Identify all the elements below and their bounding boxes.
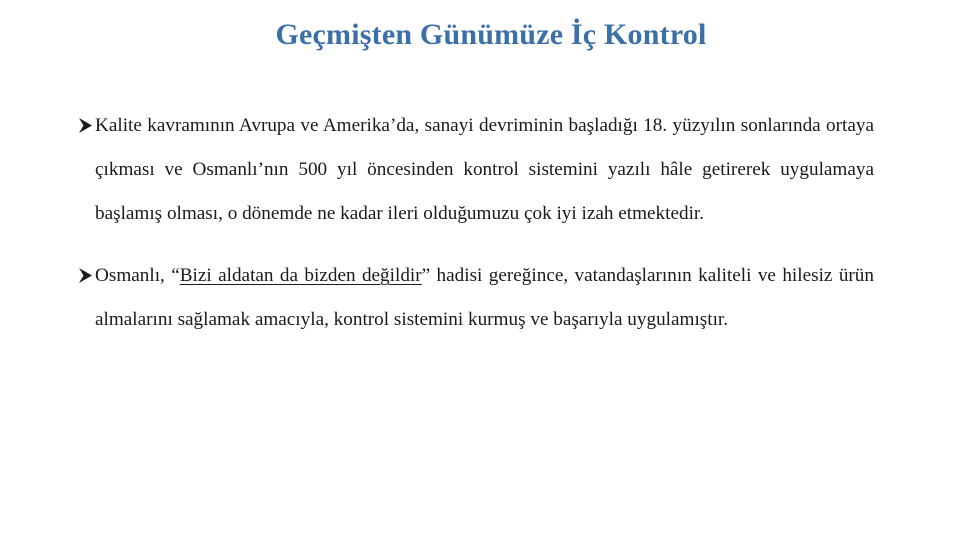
slide-title: Geçmişten Günümüze İç Kontrol bbox=[275, 18, 707, 51]
hadith-quote: Bizi aldatan da bizden değildir bbox=[179, 265, 422, 286]
arrow-bullet-icon bbox=[78, 117, 93, 134]
arrow-bullet-icon bbox=[78, 267, 93, 284]
bullet-text-after: ” hadisi gereğince, vatandaşlarının kaliteli ve hilesiz ürün almalarını sağlamak amacıyla, kontrol sistemini kurmuş ve başarıyla uygulamıştır. bbox=[95, 265, 874, 330]
bullet-item-2 bbox=[78, 254, 874, 342]
bullet-list bbox=[78, 104, 874, 342]
bullet-item-1 bbox=[78, 104, 874, 236]
bullet-text: Kalite kavramının Avrupa ve Amerika’da, sanayi devriminin başladığı 18. yüzyılın sonlarında ortaya çıkması ve Osmanlı’nın 500 yıl öncesinden kontrol sistemini yazılı hâle getirerek uygulamaya başlamış olması, o dönemde ne kadar ileri olduğumuzu çok iyi izah etmektedir. bbox=[95, 115, 874, 224]
bullet-text-before: Osmanlı, “ bbox=[95, 265, 180, 286]
